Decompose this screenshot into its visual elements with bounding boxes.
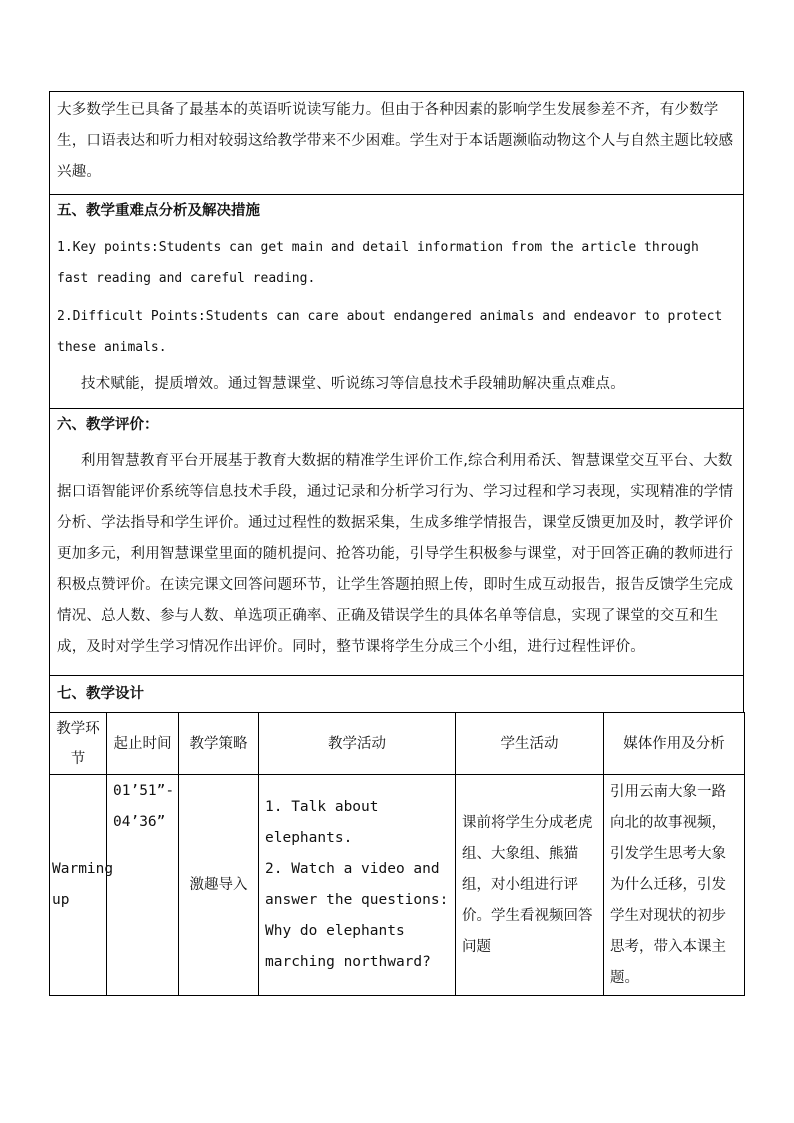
- header-cell: 学生活动: [456, 713, 604, 775]
- learner-analysis-section: [49, 91, 744, 194]
- time-cell: 01’51”- 04’36”: [107, 775, 179, 996]
- section6-title: 六、教学评价：: [57, 417, 159, 433]
- lesson-plan-document: [49, 91, 744, 996]
- difficult-points-text: 2.Difficult Points:Students can care about endangered animals and endeavor to protect these animals.: [57, 309, 723, 355]
- key-difficult-points-section: [49, 194, 744, 408]
- header-cell: 起止时间: [107, 713, 179, 775]
- table-header-row: [50, 713, 745, 775]
- measures-text: 技术赋能，提质增效。通过智慧课堂、听说练习等信息技术手段辅助解决重点难点。: [81, 376, 625, 392]
- media-analysis-cell: 引用云南大象一路向北的故事视频，引发学生思考大象为什么迁移，引发学生对现状的初步思考，带入本课主题。: [604, 775, 745, 996]
- header-cell: 教学环节: [50, 713, 107, 775]
- activity-cell: [259, 775, 456, 996]
- header-cell: 媒体作用及分析: [604, 713, 745, 775]
- activity-item: 1. Talk about elephants.: [265, 799, 379, 846]
- evaluation-text: 利用智慧教育平台开展基于教育大数据的精准学生评价工作,综合利用希沃、智慧课堂交互平台、大数据口语智能评价系统等信息技术手段，通过记录和分析学习行为、学习过程和学习表现，实现精准的学情分析、学法指导和学生评价。通过过程性的数据采集，生成多维学情报告，课堂反馈更加及时，教学评价更加多元，利用智慧课堂里面的随机提问、抢答功能，引导学生积极参与课堂，对于回答正确的教师进行积极点赞评价。在读完课文回答问题环节，让学生答题拍照上传，即时生成互动报告，报告反馈学生完成情况、总人数、参与人数、单选项正确率、正确及错误学生的具体名单等信息，实现了课堂的交互和生成，及时对学生学习情况作出评价。同时，整节课将学生分成三个小组，进行过程性评价。: [57, 453, 734, 655]
- section7-title: 七、教学设计: [57, 686, 144, 702]
- teaching-design-table: [49, 712, 745, 996]
- activity-item: 2. Watch a video and answer the questions: Why do elephants marching northward?: [265, 861, 449, 970]
- student-activity-cell: 课前将学生分成老虎组、大象组、熊猫组，对小组进行评价。学生看视频回答问题: [456, 775, 604, 996]
- section5-title: 五、教学重难点分析及解决措施: [57, 203, 260, 219]
- evaluation-section: [49, 408, 744, 675]
- header-cell: 教学策略: [179, 713, 259, 775]
- key-points-text: 1.Key points:Students can get main and detail information from the article through fast reading and careful reading.: [57, 240, 699, 286]
- table-row: [50, 775, 745, 996]
- stage-cell: Warming up: [50, 775, 107, 996]
- learner-analysis-text: 大多数学生已具备了最基本的英语听说读写能力。但由于各种因素的影响学生发展参差不齐，有少数学生，口语表达和听力相对较弱这给教学带来不少困难。学生对于本话题濒临动物这个人与自然主题比较感兴趣。: [57, 102, 734, 180]
- header-cell: 教学活动: [259, 713, 456, 775]
- design-title-row: [49, 675, 744, 712]
- strategy-cell: 激趣导入: [179, 775, 259, 996]
